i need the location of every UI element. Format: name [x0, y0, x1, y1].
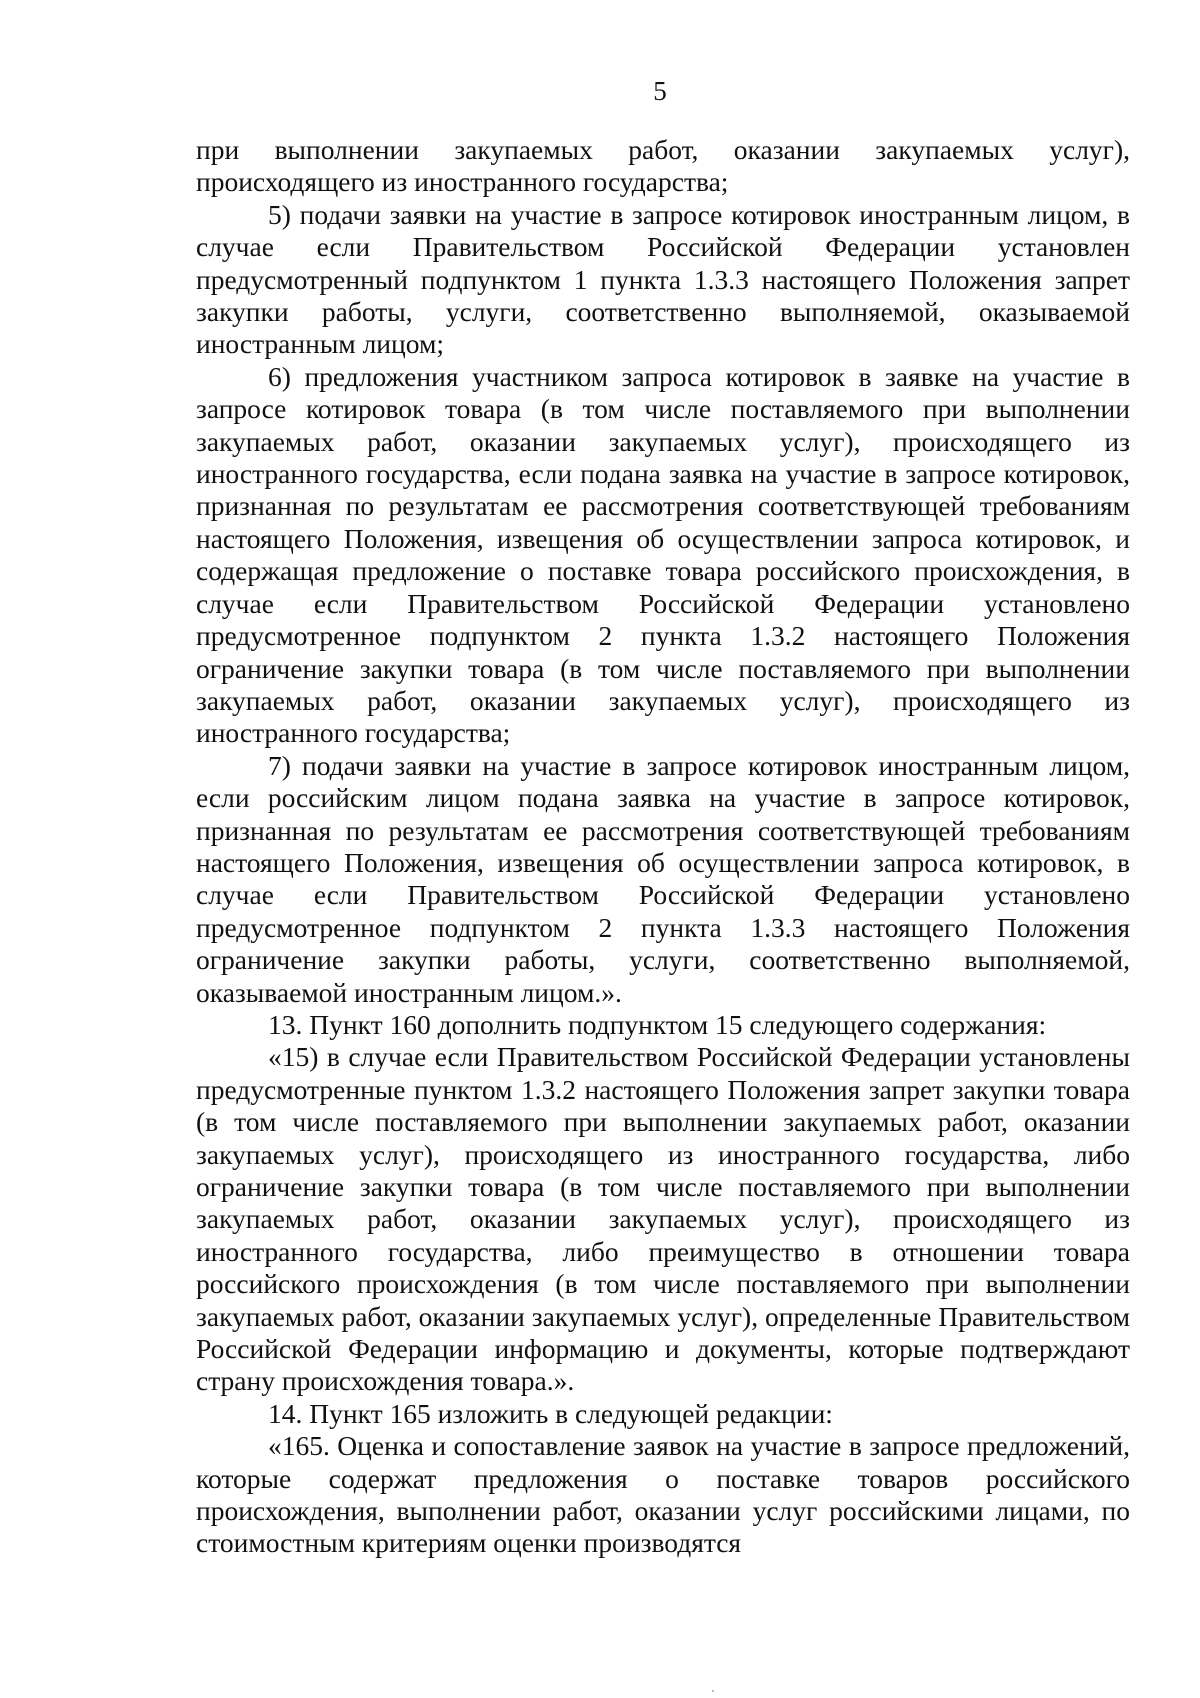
- scan-artifact: [712, 1690, 714, 1692]
- paragraph-subitem-15: «15) в случае если Правительством Российской Федерации установлены предусмотренные пунктом 1.3.2 настоящего Положения запрет закупки товара (в том числе поставляемого при выполнении закупаемых работ, оказании закупаемых услуг), происходящего из иностранного государства, либо ограничение закупки товара (в том числе поставляемого при выполнении закупаемых работ, оказании закупаемых услуг), происходящего из иностранного государства, либо преимущество в отношении товара российского происхождения (в том числе поставляемого при выполнении закупаемых работ, оказании закупаемых услуг), определенные Правительством Российской Федерации информацию и документы, которые подтверждают страну происхождения товара.».: [196, 1041, 1130, 1397]
- paragraph-item-5: 5) подачи заявки на участие в запросе котировок иностранным лицом, в случае если Правительством Российской Федерации установлен предусмотренный подпунктом 1 пункта 1.3.3 настоящего Положения запрет закупки работы, услуги, соответственно выполняемой, оказываемой иностранным лицом;: [196, 198, 1130, 360]
- document-body: [196, 134, 1130, 1560]
- paragraph-clause-165: «165. Оценка и сопоставление заявок на участие в запросе предложений, которые содержат предложения о поставке товаров российского происхождения, выполнении работ, оказании услуг российскими лицами, по стоимостным критериям оценки производятся: [196, 1430, 1130, 1559]
- paragraph-continuation: при выполнении закупаемых работ, оказании закупаемых услуг), происходящего из иностранного государства;: [196, 134, 1130, 198]
- paragraph-item-6: 6) предложения участником запроса котировок в заявке на участие в запросе котировок товара (в том числе поставляемого при выполнении закупаемых работ, оказании закупаемых услуг), происходящего из иностранного государства, если подана заявка на участие в запросе котировок, признанная по результатам ее рассмотрения соответствующей требованиям настоящего Положения, извещения об осуществлении запроса котировок, и содержащая предложение о поставке товара российского происхождения, в случае если Правительством Российской Федерации установлено предусмотренное подпунктом 2 пункта 1.3.2 настоящего Положения ограничение закупки товара (в том числе поставляемого при выполнении закупаемых работ, оказании закупаемых услуг), происходящего из иностранного государства;: [196, 360, 1130, 749]
- paragraph-item-7: 7) подачи заявки на участие в запросе котировок иностранным лицом, если российским лицом подана заявка на участие в запросе котировок, признанная по результатам ее рассмотрения соответствующей требованиям настоящего Положения, извещения об осуществлении запроса котировок, в случае если Правительством Российской Федерации установлено предусмотренное подпунктом 2 пункта 1.3.3 настоящего Положения ограничение закупки работы, услуги, соответственно выполняемой, оказываемой иностранным лицом.».: [196, 749, 1130, 1008]
- paragraph-section-13: 13. Пункт 160 дополнить подпунктом 15 следующего содержания:: [268, 1008, 1047, 1040]
- page-number: 5: [653, 76, 667, 106]
- paragraph-section-14: 14. Пункт 165 изложить в следующей редакции:: [268, 1397, 833, 1429]
